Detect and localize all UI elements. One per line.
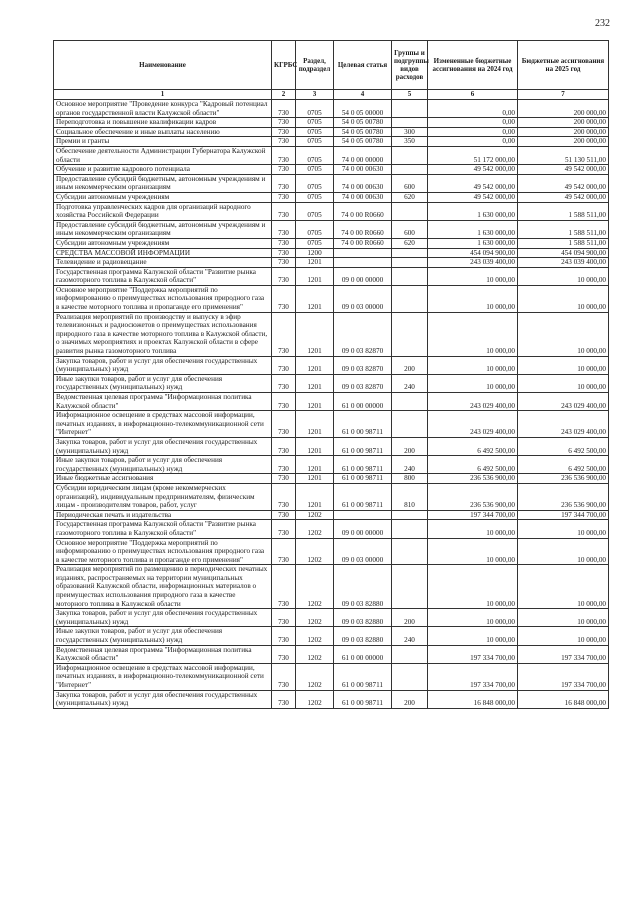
row-group-cell bbox=[392, 248, 428, 258]
row-group-cell bbox=[392, 165, 428, 175]
row-group-cell: 200 bbox=[392, 437, 428, 455]
row-group-cell bbox=[392, 267, 428, 285]
row-amount-2024-cell: 0,00 bbox=[428, 127, 518, 137]
row-amount-2024-cell: 49 542 000,00 bbox=[428, 192, 518, 202]
row-amount-2025-cell: 197 344 700,00 bbox=[518, 510, 609, 520]
row-kgrbs-cell: 730 bbox=[272, 411, 296, 438]
row-target-cell: 54 0 05 00780 bbox=[334, 127, 392, 137]
table-row bbox=[54, 238, 609, 248]
row-section-cell: 0705 bbox=[296, 100, 334, 118]
row-kgrbs-cell: 730 bbox=[272, 220, 296, 238]
row-target-cell: 74 0 00 00630 bbox=[334, 165, 392, 175]
row-amount-2025-cell: 10 000,00 bbox=[518, 356, 609, 374]
row-amount-2025-cell: 10 000,00 bbox=[518, 285, 609, 312]
row-section-cell: 0705 bbox=[296, 174, 334, 192]
row-kgrbs-cell: 730 bbox=[272, 258, 296, 268]
row-section-cell: 1201 bbox=[296, 285, 334, 312]
row-section-cell: 0705 bbox=[296, 238, 334, 248]
row-amount-2025-cell: 243 029 400,00 bbox=[518, 393, 609, 411]
row-amount-2024-cell: 1 630 000,00 bbox=[428, 202, 518, 220]
row-amount-2024-cell: 16 848 000,00 bbox=[428, 690, 518, 708]
row-amount-2025-cell: 1 588 511,00 bbox=[518, 238, 609, 248]
row-amount-2024-cell: 197 334 700,00 bbox=[428, 663, 518, 690]
row-amount-2025-cell: 10 000,00 bbox=[518, 374, 609, 392]
row-kgrbs-cell: 730 bbox=[272, 312, 296, 356]
row-section-cell: 1202 bbox=[296, 565, 334, 609]
row-amount-2024-cell: 197 334 700,00 bbox=[428, 645, 518, 663]
row-section-cell: 0705 bbox=[296, 127, 334, 137]
table-row bbox=[54, 663, 609, 690]
column-number: 2 bbox=[272, 90, 296, 100]
row-section-cell: 0705 bbox=[296, 137, 334, 147]
row-group-cell bbox=[392, 285, 428, 312]
header-target: Целевая статья bbox=[334, 41, 392, 90]
row-name-cell: Ведомственная целевая программа "Информационная политика Калужской области" bbox=[54, 393, 272, 411]
row-name-cell: Предоставление субсидий бюджетным, автономным учреждениям и иным некоммерческим организациям bbox=[54, 174, 272, 192]
budget-table bbox=[53, 40, 609, 709]
row-kgrbs-cell: 730 bbox=[272, 483, 296, 510]
row-section-cell: 1201 bbox=[296, 411, 334, 438]
row-name-cell: Переподготовка и повышение квалификации кадров bbox=[54, 118, 272, 128]
row-section-cell: 0705 bbox=[296, 146, 334, 164]
row-name-cell: Предоставление субсидий бюджетным, автономным учреждениям и иным некоммерческим организациям bbox=[54, 220, 272, 238]
row-amount-2025-cell: 1 588 511,00 bbox=[518, 220, 609, 238]
row-target-cell: 54 0 05 00000 bbox=[334, 100, 392, 118]
row-target-cell: 09 0 03 82880 bbox=[334, 609, 392, 627]
column-number: 1 bbox=[54, 90, 272, 100]
row-section-cell: 0705 bbox=[296, 118, 334, 128]
table-row bbox=[54, 146, 609, 164]
row-amount-2025-cell: 200 000,00 bbox=[518, 137, 609, 147]
row-target-cell bbox=[334, 510, 392, 520]
row-group-cell bbox=[392, 663, 428, 690]
page-number: 232 bbox=[595, 18, 610, 29]
row-section-cell: 0705 bbox=[296, 192, 334, 202]
row-amount-2024-cell: 0,00 bbox=[428, 100, 518, 118]
row-amount-2025-cell: 243 039 400,00 bbox=[518, 258, 609, 268]
row-name-cell: Закупка товаров, работ и услуг для обеспечения государственных (муниципальных) нужд bbox=[54, 609, 272, 627]
row-amount-2025-cell: 6 492 500,00 bbox=[518, 437, 609, 455]
header-section: Раздел, подраздел bbox=[296, 41, 334, 90]
column-number: 5 bbox=[392, 90, 428, 100]
row-amount-2025-cell: 49 542 000,00 bbox=[518, 165, 609, 175]
table-row bbox=[54, 267, 609, 285]
header-kgrbs: КГРБС bbox=[272, 41, 296, 90]
row-kgrbs-cell: 730 bbox=[272, 192, 296, 202]
table-row bbox=[54, 565, 609, 609]
table-row bbox=[54, 456, 609, 474]
row-amount-2024-cell: 6 492 500,00 bbox=[428, 437, 518, 455]
row-group-cell bbox=[392, 202, 428, 220]
row-amount-2025-cell: 49 542 000,00 bbox=[518, 192, 609, 202]
row-name-cell: Иные закупки товаров, работ и услуг для обеспечения государственных (муниципальных) нужд bbox=[54, 627, 272, 645]
row-amount-2025-cell: 10 000,00 bbox=[518, 609, 609, 627]
row-group-cell: 620 bbox=[392, 192, 428, 202]
row-kgrbs-cell: 730 bbox=[272, 238, 296, 248]
row-kgrbs-cell: 730 bbox=[272, 127, 296, 137]
row-target-cell: 09 0 03 82870 bbox=[334, 374, 392, 392]
header-amount-2025: Бюджетные ассигнования на 2025 год bbox=[518, 41, 609, 90]
row-amount-2024-cell: 51 172 000,00 bbox=[428, 146, 518, 164]
table-row bbox=[54, 174, 609, 192]
row-name-cell: Субсидии автономным учреждениям bbox=[54, 238, 272, 248]
row-section-cell: 1201 bbox=[296, 374, 334, 392]
row-group-cell: 600 bbox=[392, 220, 428, 238]
row-target-cell: 61 0 00 98711 bbox=[334, 456, 392, 474]
row-section-cell: 1201 bbox=[296, 258, 334, 268]
row-amount-2024-cell: 197 344 700,00 bbox=[428, 510, 518, 520]
row-amount-2024-cell: 0,00 bbox=[428, 118, 518, 128]
row-target-cell: 09 0 03 00000 bbox=[334, 538, 392, 565]
row-section-cell: 1202 bbox=[296, 690, 334, 708]
row-name-cell: Государственная программа Калужской области "Развитие рынка газомоторного топлива в Калужской области" bbox=[54, 520, 272, 538]
row-amount-2024-cell: 1 630 000,00 bbox=[428, 238, 518, 248]
row-section-cell: 1201 bbox=[296, 393, 334, 411]
row-amount-2024-cell: 10 000,00 bbox=[428, 609, 518, 627]
row-amount-2025-cell: 454 094 900,00 bbox=[518, 248, 609, 258]
row-section-cell: 0705 bbox=[296, 220, 334, 238]
row-name-cell: Социальное обеспечение и иные выплаты населению bbox=[54, 127, 272, 137]
row-section-cell: 1201 bbox=[296, 456, 334, 474]
row-group-cell bbox=[392, 393, 428, 411]
row-kgrbs-cell: 730 bbox=[272, 118, 296, 128]
row-group-cell bbox=[392, 411, 428, 438]
row-amount-2024-cell: 10 000,00 bbox=[428, 374, 518, 392]
row-section-cell: 1202 bbox=[296, 609, 334, 627]
row-group-cell: 350 bbox=[392, 137, 428, 147]
row-target-cell: 09 0 03 82870 bbox=[334, 356, 392, 374]
row-target-cell: 74 0 00 00630 bbox=[334, 192, 392, 202]
row-target-cell: 61 0 00 98711 bbox=[334, 663, 392, 690]
row-group-cell: 300 bbox=[392, 127, 428, 137]
row-amount-2024-cell: 236 536 900,00 bbox=[428, 483, 518, 510]
row-target-cell: 61 0 00 00000 bbox=[334, 393, 392, 411]
row-target-cell: 74 0 00 R0660 bbox=[334, 220, 392, 238]
row-name-cell: Информационное освещение в средствах массовой информации, печатных изданиях, в информационно-телекоммуникационной сети "Интернет" bbox=[54, 411, 272, 438]
row-kgrbs-cell: 730 bbox=[272, 520, 296, 538]
row-group-cell: 810 bbox=[392, 483, 428, 510]
row-section-cell: 1202 bbox=[296, 510, 334, 520]
row-name-cell: Информационное освещение в средствах массовой информации, печатных изданиях, в информационно-телекоммуникационной сети "Интернет" bbox=[54, 663, 272, 690]
row-name-cell: Иные закупки товаров, работ и услуг для обеспечения государственных (муниципальных) нужд bbox=[54, 374, 272, 392]
row-kgrbs-cell: 730 bbox=[272, 165, 296, 175]
table-row bbox=[54, 609, 609, 627]
row-kgrbs-cell: 730 bbox=[272, 663, 296, 690]
row-name-cell: Ведомственная целевая программа "Информационная политика Калужской области" bbox=[54, 645, 272, 663]
row-amount-2024-cell: 49 542 000,00 bbox=[428, 174, 518, 192]
row-section-cell: 0705 bbox=[296, 202, 334, 220]
row-target-cell: 61 0 00 98711 bbox=[334, 474, 392, 484]
row-section-cell: 1201 bbox=[296, 267, 334, 285]
row-kgrbs-cell: 730 bbox=[272, 565, 296, 609]
row-group-cell bbox=[392, 510, 428, 520]
table-row bbox=[54, 474, 609, 484]
column-number-row bbox=[54, 90, 609, 100]
table-row bbox=[54, 645, 609, 663]
row-kgrbs-cell: 730 bbox=[272, 510, 296, 520]
row-amount-2025-cell: 197 334 700,00 bbox=[518, 663, 609, 690]
row-target-cell: 54 0 05 00780 bbox=[334, 118, 392, 128]
row-group-cell: 240 bbox=[392, 374, 428, 392]
row-amount-2024-cell: 243 029 400,00 bbox=[428, 411, 518, 438]
row-group-cell: 240 bbox=[392, 456, 428, 474]
row-amount-2025-cell: 10 000,00 bbox=[518, 267, 609, 285]
row-amount-2024-cell: 10 000,00 bbox=[428, 565, 518, 609]
row-section-cell: 0705 bbox=[296, 165, 334, 175]
row-name-cell: Закупка товаров, работ и услуг для обеспечения государственных (муниципальных) нужд bbox=[54, 356, 272, 374]
row-amount-2024-cell: 454 094 900,00 bbox=[428, 248, 518, 258]
row-name-cell: Иные бюджетные ассигнования bbox=[54, 474, 272, 484]
row-name-cell: Субсидии юридическим лицам (кроме некоммерческих организаций), индивидуальным предпринимателям, физическим лицам - производителям товаров, работ, услуг bbox=[54, 483, 272, 510]
row-group-cell bbox=[392, 258, 428, 268]
row-group-cell: 800 bbox=[392, 474, 428, 484]
row-target-cell: 09 0 03 00000 bbox=[334, 285, 392, 312]
row-target-cell: 09 0 00 00000 bbox=[334, 267, 392, 285]
row-section-cell: 1201 bbox=[296, 437, 334, 455]
row-amount-2025-cell: 197 334 700,00 bbox=[518, 645, 609, 663]
row-name-cell: Реализация мероприятий по производству и выпуску в эфир телевизионных и радиосюжетов о преимуществах использования природного газа в качестве моторного топлива в Калужской области, о значимых мероприятиях и проектах Калужской области в сфере развития рынка газомоторного топлива bbox=[54, 312, 272, 356]
row-section-cell: 1202 bbox=[296, 627, 334, 645]
row-section-cell: 1201 bbox=[296, 312, 334, 356]
row-name-cell: Периодическая печать и издательства bbox=[54, 510, 272, 520]
row-amount-2024-cell: 10 000,00 bbox=[428, 520, 518, 538]
row-kgrbs-cell: 730 bbox=[272, 356, 296, 374]
row-section-cell: 1202 bbox=[296, 663, 334, 690]
row-amount-2024-cell: 10 000,00 bbox=[428, 285, 518, 312]
row-name-cell: Основное мероприятие "Поддержка мероприятий по информированию о преимуществах использования природного газа в качестве моторного топлива и пропаганде его применения" bbox=[54, 538, 272, 565]
row-group-cell bbox=[392, 645, 428, 663]
row-kgrbs-cell: 730 bbox=[272, 437, 296, 455]
row-amount-2024-cell: 0,00 bbox=[428, 137, 518, 147]
row-target-cell: 74 0 00 00630 bbox=[334, 174, 392, 192]
row-kgrbs-cell: 730 bbox=[272, 609, 296, 627]
row-kgrbs-cell: 730 bbox=[272, 645, 296, 663]
row-amount-2025-cell: 10 000,00 bbox=[518, 312, 609, 356]
row-kgrbs-cell: 730 bbox=[272, 202, 296, 220]
row-target-cell: 74 0 00 R0660 bbox=[334, 238, 392, 248]
row-amount-2025-cell: 243 029 400,00 bbox=[518, 411, 609, 438]
row-amount-2025-cell: 10 000,00 bbox=[518, 538, 609, 565]
row-name-cell: Обучение и развитие кадрового потенциала bbox=[54, 165, 272, 175]
table-row bbox=[54, 437, 609, 455]
column-number: 6 bbox=[428, 90, 518, 100]
row-kgrbs-cell: 730 bbox=[272, 538, 296, 565]
table-row bbox=[54, 192, 609, 202]
row-amount-2025-cell: 200 000,00 bbox=[518, 100, 609, 118]
table-row bbox=[54, 312, 609, 356]
row-target-cell: 61 0 00 00000 bbox=[334, 645, 392, 663]
table-row bbox=[54, 538, 609, 565]
row-target-cell: 61 0 00 98711 bbox=[334, 483, 392, 510]
row-group-cell bbox=[392, 565, 428, 609]
row-amount-2024-cell: 10 000,00 bbox=[428, 267, 518, 285]
row-group-cell bbox=[392, 520, 428, 538]
table-row bbox=[54, 393, 609, 411]
row-group-cell: 200 bbox=[392, 609, 428, 627]
row-kgrbs-cell: 730 bbox=[272, 137, 296, 147]
table-row bbox=[54, 483, 609, 510]
column-number: 4 bbox=[334, 90, 392, 100]
row-name-cell: Премии и гранты bbox=[54, 137, 272, 147]
row-amount-2025-cell: 1 588 511,00 bbox=[518, 202, 609, 220]
row-section-cell: 1202 bbox=[296, 645, 334, 663]
row-target-cell: 74 0 00 00000 bbox=[334, 146, 392, 164]
row-target-cell: 09 0 03 82880 bbox=[334, 627, 392, 645]
row-target-cell: 54 0 05 00780 bbox=[334, 137, 392, 147]
table-row bbox=[54, 627, 609, 645]
table-row bbox=[54, 137, 609, 147]
row-amount-2025-cell: 236 536 900,00 bbox=[518, 474, 609, 484]
row-amount-2025-cell: 200 000,00 bbox=[518, 118, 609, 128]
row-section-cell: 1201 bbox=[296, 483, 334, 510]
table-row bbox=[54, 258, 609, 268]
row-name-cell: Реализация мероприятий по размещению в периодических печатных изданиях, распространяемых на территории муниципальных образований Калужской области, информационных материалов о преимуществах использования природного газа в качестве моторного топлива в Калужской области bbox=[54, 565, 272, 609]
column-number: 3 bbox=[296, 90, 334, 100]
row-name-cell: Обеспечение деятельности Администрации Губернатора Калужской области bbox=[54, 146, 272, 164]
row-amount-2025-cell: 51 130 511,00 bbox=[518, 146, 609, 164]
row-section-cell: 1201 bbox=[296, 356, 334, 374]
row-kgrbs-cell: 730 bbox=[272, 393, 296, 411]
table-row bbox=[54, 356, 609, 374]
row-amount-2024-cell: 10 000,00 bbox=[428, 312, 518, 356]
row-kgrbs-cell: 730 bbox=[272, 690, 296, 708]
row-group-cell bbox=[392, 312, 428, 356]
header-amount-2024: Измененные бюджетные ассигнования на 2024 год bbox=[428, 41, 518, 90]
row-name-cell: Закупка товаров, работ и услуг для обеспечения государственных (муниципальных) нужд bbox=[54, 690, 272, 708]
table-body bbox=[54, 100, 609, 709]
row-amount-2025-cell: 10 000,00 bbox=[518, 565, 609, 609]
row-amount-2024-cell: 236 536 900,00 bbox=[428, 474, 518, 484]
row-group-cell bbox=[392, 146, 428, 164]
row-amount-2024-cell: 10 000,00 bbox=[428, 627, 518, 645]
header-name: Наименование bbox=[54, 41, 272, 90]
row-target-cell: 74 0 00 R0660 bbox=[334, 202, 392, 220]
row-name-cell: Основное мероприятие "Проведение конкурса "Кадровый потенциал органов государственной власти Калужской области" bbox=[54, 100, 272, 118]
row-amount-2024-cell: 243 029 400,00 bbox=[428, 393, 518, 411]
row-amount-2024-cell: 243 039 400,00 bbox=[428, 258, 518, 268]
row-group-cell bbox=[392, 118, 428, 128]
row-section-cell: 1200 bbox=[296, 248, 334, 258]
row-amount-2024-cell: 1 630 000,00 bbox=[428, 220, 518, 238]
row-group-cell: 620 bbox=[392, 238, 428, 248]
row-kgrbs-cell: 730 bbox=[272, 267, 296, 285]
row-amount-2024-cell: 49 542 000,00 bbox=[428, 165, 518, 175]
row-kgrbs-cell: 730 bbox=[272, 285, 296, 312]
row-name-cell: Закупка товаров, работ и услуг для обеспечения государственных (муниципальных) нужд bbox=[54, 437, 272, 455]
row-section-cell: 1202 bbox=[296, 538, 334, 565]
row-amount-2025-cell: 10 000,00 bbox=[518, 627, 609, 645]
row-name-cell: Подготовка управленческих кадров для организаций народного хозяйства Российской Федерации bbox=[54, 202, 272, 220]
row-amount-2024-cell: 6 492 500,00 bbox=[428, 456, 518, 474]
row-amount-2025-cell: 10 000,00 bbox=[518, 520, 609, 538]
row-name-cell: Иные закупки товаров, работ и услуг для обеспечения государственных (муниципальных) нужд bbox=[54, 456, 272, 474]
row-target-cell: 09 0 03 82870 bbox=[334, 312, 392, 356]
row-kgrbs-cell: 730 bbox=[272, 374, 296, 392]
row-amount-2025-cell: 236 536 900,00 bbox=[518, 483, 609, 510]
row-target-cell: 09 0 03 82880 bbox=[334, 565, 392, 609]
table-row bbox=[54, 202, 609, 220]
table-row bbox=[54, 118, 609, 128]
row-amount-2025-cell: 6 492 500,00 bbox=[518, 456, 609, 474]
row-target-cell: 61 0 00 98711 bbox=[334, 437, 392, 455]
row-name-cell: Телевидение и радиовещание bbox=[54, 258, 272, 268]
row-amount-2024-cell: 10 000,00 bbox=[428, 538, 518, 565]
row-kgrbs-cell: 730 bbox=[272, 474, 296, 484]
table-row bbox=[54, 165, 609, 175]
header-group: Группы и подгруппы видов расходов bbox=[392, 41, 428, 90]
table-row bbox=[54, 411, 609, 438]
row-group-cell bbox=[392, 100, 428, 118]
row-kgrbs-cell: 730 bbox=[272, 100, 296, 118]
row-target-cell: 61 0 00 98711 bbox=[334, 411, 392, 438]
row-name-cell: СРЕДСТВА МАССОВОЙ ИНФОРМАЦИИ bbox=[54, 248, 272, 258]
row-amount-2024-cell: 10 000,00 bbox=[428, 356, 518, 374]
table-row bbox=[54, 510, 609, 520]
row-name-cell: Субсидии автономным учреждениям bbox=[54, 192, 272, 202]
row-target-cell bbox=[334, 258, 392, 268]
row-section-cell: 1202 bbox=[296, 520, 334, 538]
row-name-cell: Государственная программа Калужской области "Развитие рынка газомоторного топлива в Калужской области" bbox=[54, 267, 272, 285]
row-kgrbs-cell: 730 bbox=[272, 627, 296, 645]
row-kgrbs-cell: 730 bbox=[272, 456, 296, 474]
row-name-cell: Основное мероприятие "Поддержка мероприятий по информированию о преимуществах использования природного газа в качестве моторного топлива и пропаганде его применения" bbox=[54, 285, 272, 312]
table-row bbox=[54, 374, 609, 392]
row-target-cell: 09 0 00 00000 bbox=[334, 520, 392, 538]
row-amount-2025-cell: 49 542 000,00 bbox=[518, 174, 609, 192]
column-number: 7 bbox=[518, 90, 609, 100]
table-row bbox=[54, 220, 609, 238]
table-row bbox=[54, 248, 609, 258]
row-target-cell bbox=[334, 248, 392, 258]
table-header-row bbox=[54, 41, 609, 90]
table-row bbox=[54, 285, 609, 312]
row-group-cell: 200 bbox=[392, 690, 428, 708]
table-row bbox=[54, 520, 609, 538]
table-row bbox=[54, 127, 609, 137]
table-row bbox=[54, 100, 609, 118]
row-kgrbs-cell: 730 bbox=[272, 248, 296, 258]
row-group-cell: 200 bbox=[392, 356, 428, 374]
row-amount-2025-cell: 200 000,00 bbox=[518, 127, 609, 137]
table-row bbox=[54, 690, 609, 708]
row-group-cell: 600 bbox=[392, 174, 428, 192]
row-section-cell: 1201 bbox=[296, 474, 334, 484]
row-kgrbs-cell: 730 bbox=[272, 174, 296, 192]
row-group-cell bbox=[392, 538, 428, 565]
row-group-cell: 240 bbox=[392, 627, 428, 645]
row-kgrbs-cell: 730 bbox=[272, 146, 296, 164]
row-amount-2025-cell: 16 848 000,00 bbox=[518, 690, 609, 708]
row-target-cell: 61 0 00 98711 bbox=[334, 690, 392, 708]
